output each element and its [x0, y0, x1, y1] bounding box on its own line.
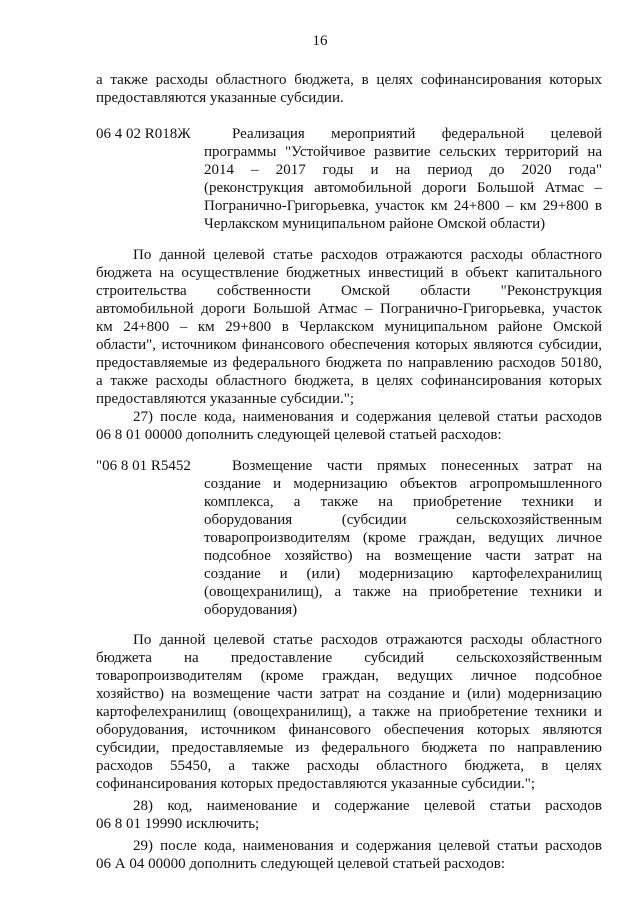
target-article-code: 06 4 02 R018Ж — [96, 126, 191, 142]
target-article-description-line: создание и (или) модернизацию картофелехранилищ — [204, 566, 602, 582]
paragraph-line: а также расходы областного бюджета, в целях софинансирования которых — [96, 373, 602, 389]
list-item-line: 06 А 04 00000 дополнить следующей целевой статьей расходов: — [96, 856, 505, 872]
paragraph-line: расходов 55450, а также расходы областного бюджета, в целях — [96, 758, 602, 774]
page-number: 16 — [312, 33, 328, 49]
paragraph-line: автомобильной дороги Большой Атмас – Погранично-Григорьевка, участок — [96, 301, 602, 317]
paragraph-line: субсидии, предоставляемые из федерального бюджета по направлению — [96, 740, 602, 756]
list-item-line: 28) код, наименование и содержание целевой статьи расходов — [133, 798, 602, 814]
target-article-description-line: (реконструкция автомобильной дороги Большой Атмас – — [204, 180, 602, 196]
list-item-line: 27) после кода, наименования и содержания целевой статьи расходов — [133, 409, 602, 425]
paragraph-line: бюджета на предоставление субсидий сельскохозяйственным — [96, 650, 602, 666]
target-article-description-line: Погранично-Григорьевка, участок км 24+800 – км 29+800 в — [204, 198, 602, 214]
target-article-description-line: Черлакском муниципальном районе Омской области) — [204, 216, 546, 232]
target-article-description-line: Возмещение части прямых понесенных затрат на — [232, 458, 602, 474]
target-article-description-line: оборудования (субсидии сельскохозяйственным — [204, 512, 602, 528]
paragraph-line: По данной целевой статье расходов отражаются расходы областного — [133, 247, 602, 263]
target-article-description-line: (овощехранилищ), а также на приобретение техники и — [204, 584, 602, 600]
list-item-line: 06 8 01 19990 исключить; — [96, 816, 260, 832]
list-item-line: 06 8 01 00000 дополнить следующей целевой статьей расходов: — [96, 427, 502, 443]
target-article-description-line: 2014 – 2017 годы и на период до 2020 года" — [204, 162, 602, 178]
paragraph-line: картофелехранилищ (овощехранилищ), а также на приобретение техники и — [96, 704, 602, 720]
paragraph-line: По данной целевой статье расходов отражаются расходы областного — [133, 632, 602, 648]
paragraph-line: товаропроизводителям (кроме граждан, ведущих личное подсобное — [96, 668, 602, 684]
target-article-description-line: программы "Устойчивое развитие сельских территорий на — [204, 144, 602, 160]
target-article-description-line: Реализация мероприятий федеральной целевой — [232, 126, 602, 142]
paragraph-line: км 24+800 – км 29+800 в Черлакском муниципальном районе Омской — [96, 319, 602, 335]
paragraph-line: предоставляются указанные субсидии."; — [96, 391, 355, 407]
paragraph-line: софинансирования которых предоставляются указанные субсидии."; — [96, 776, 536, 792]
paragraph-line: строительства собственности Омской области "Реконструкция — [96, 283, 602, 299]
target-article-description-line: создание и модернизацию объектов агропромышленного — [204, 476, 602, 492]
target-article-code: "06 8 01 R5452 — [96, 458, 191, 474]
list-item-line: 29) после кода, наименования и содержания целевой статьи расходов — [133, 838, 602, 854]
intro-line: а также расходы областного бюджета, в целях софинансирования которых — [96, 72, 602, 88]
paragraph-line: предоставляемые из федерального бюджета по направлению расходов 50180, — [96, 355, 602, 371]
target-article-description-line: товаропроизводителям (кроме граждан, ведущих личное — [204, 530, 602, 546]
paragraph-line: области", источником финансового обеспечения которых являются субсидии, — [96, 337, 602, 353]
intro-line: предоставляются указанные субсидии. — [96, 90, 344, 106]
target-article-description-line: подсобное хозяйство) на возмещение части затрат на — [204, 548, 602, 564]
paragraph-line: бюджета на осуществление бюджетных инвестиций в объект капитального — [96, 265, 602, 281]
paragraph-line: оборудования, источником финансового обеспечения которых являются — [96, 722, 602, 738]
paragraph-line: хозяйство) на возмещение части затрат на создание и (или) модернизацию — [96, 686, 602, 702]
target-article-description-line: оборудования) — [204, 602, 298, 618]
target-article-description-line: комплекса, а также на приобретение техники и — [204, 494, 602, 510]
